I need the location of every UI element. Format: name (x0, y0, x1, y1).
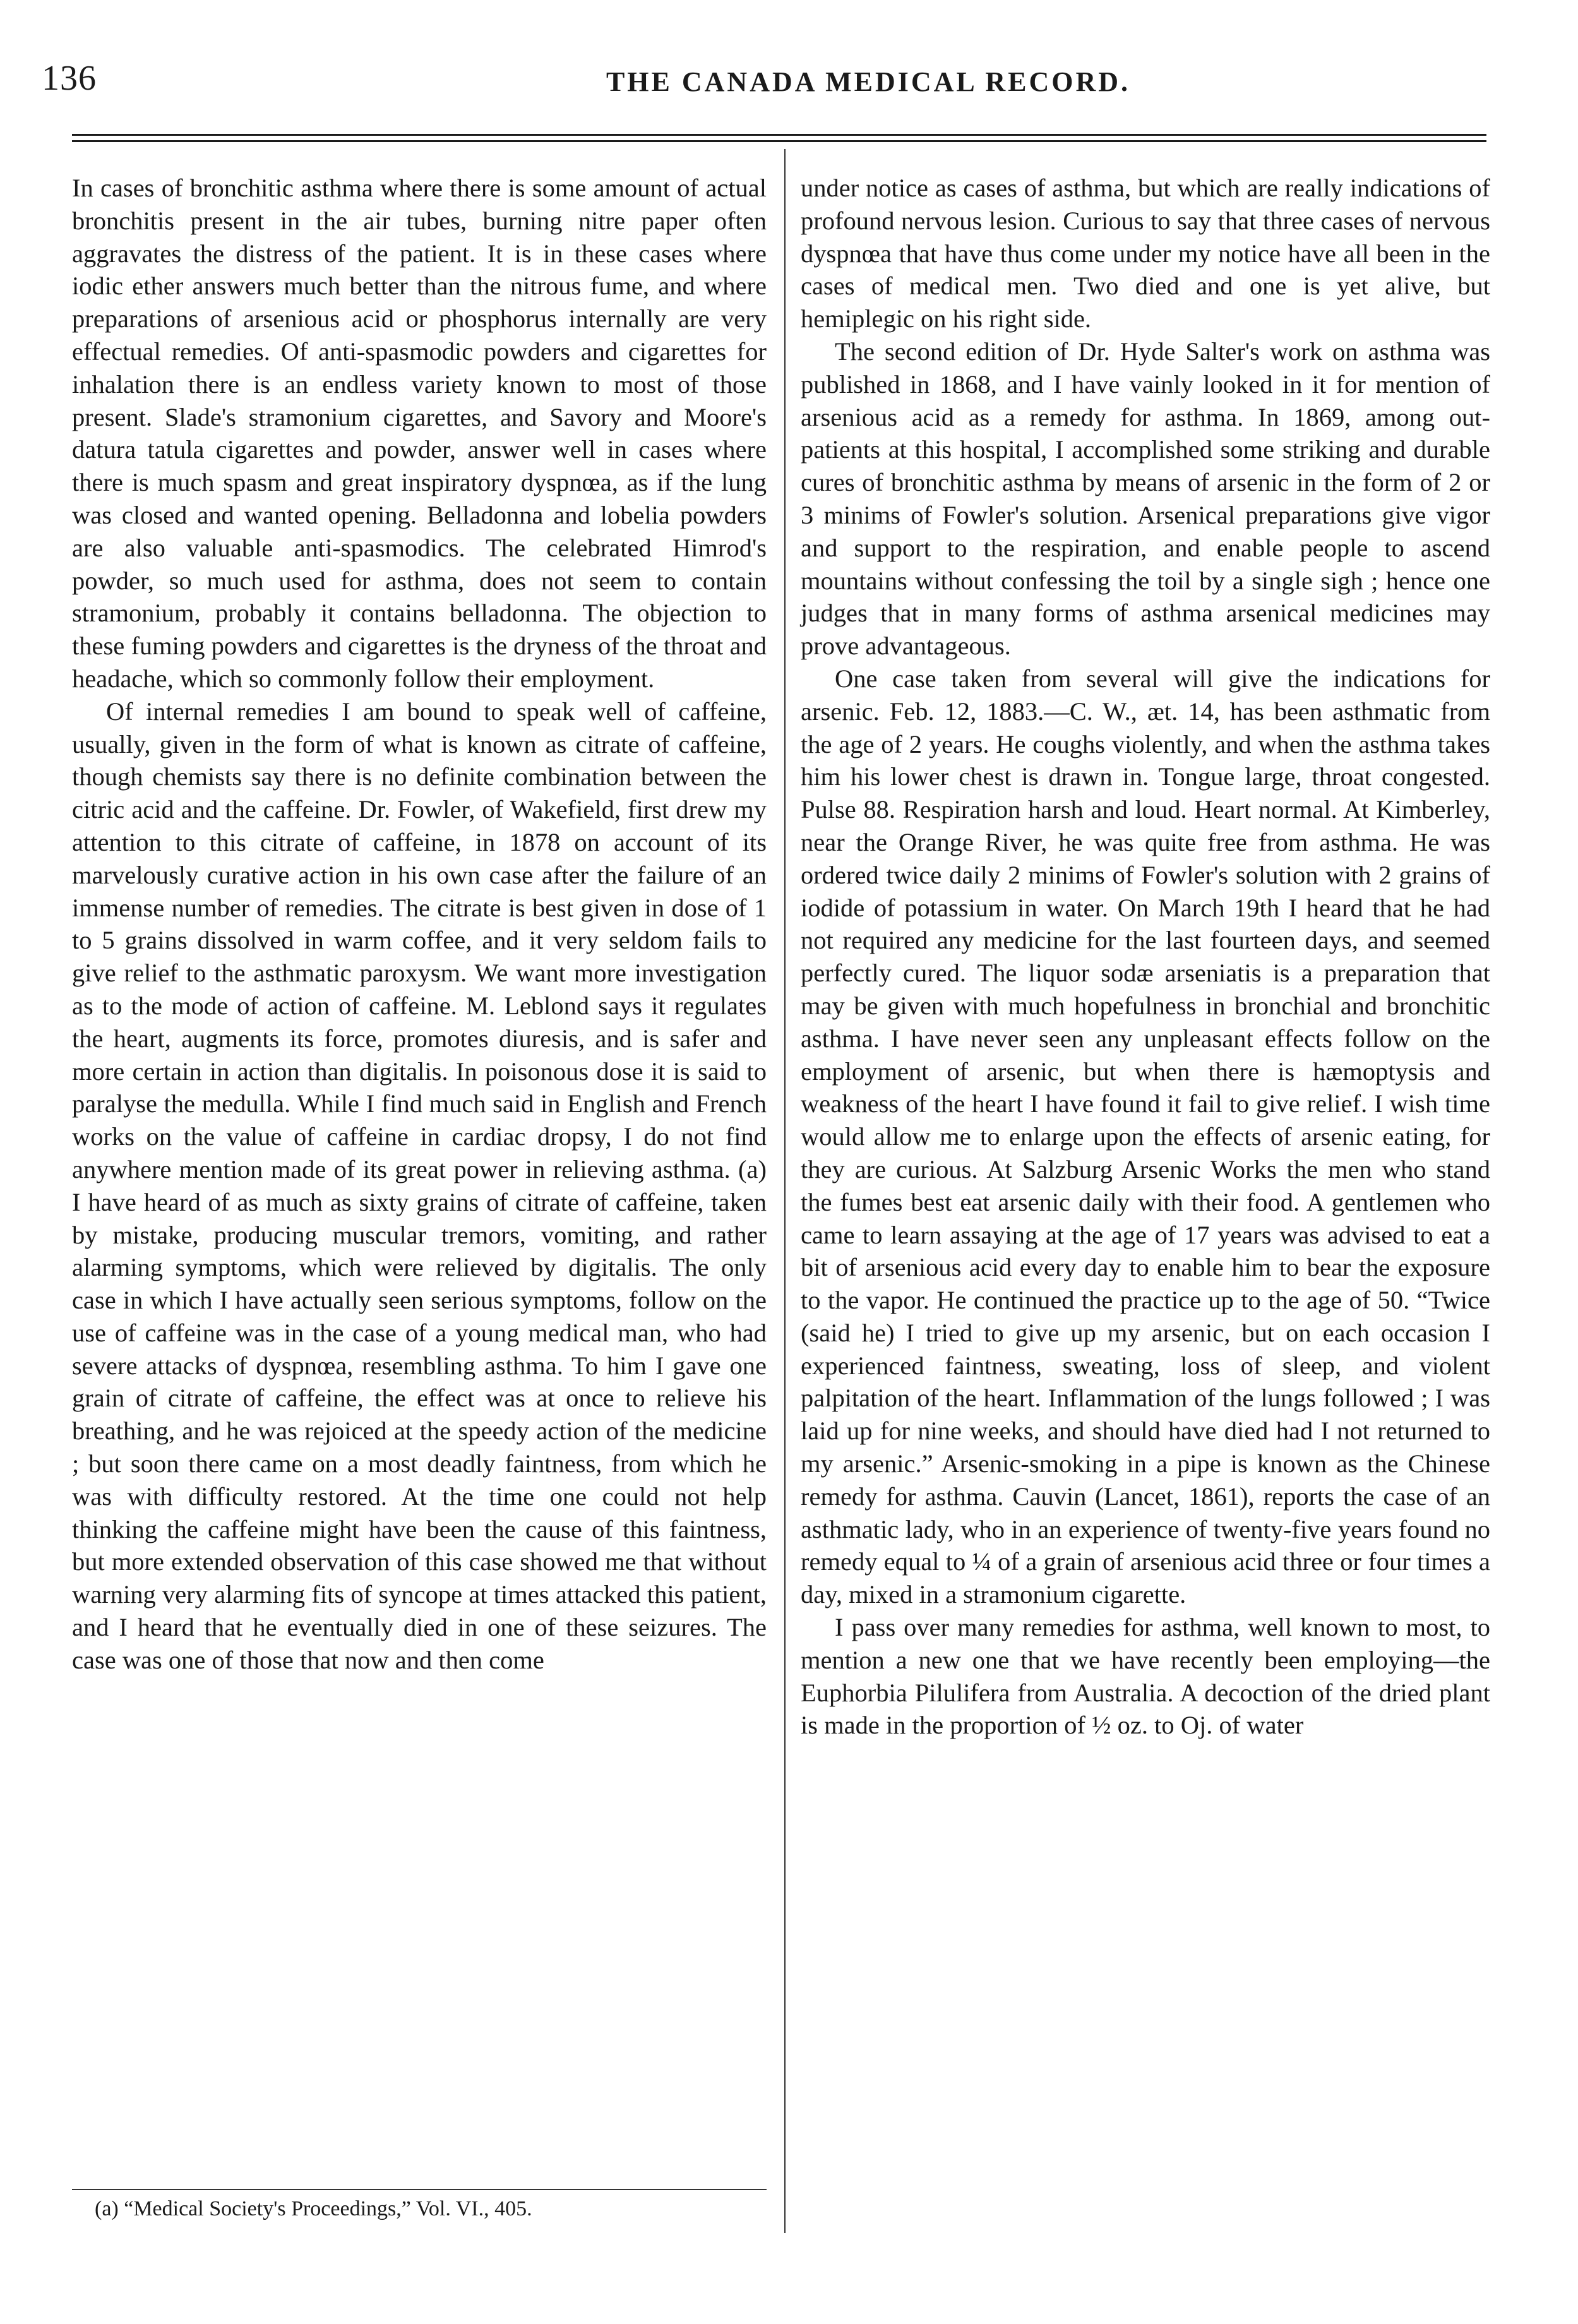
footnote-rule (72, 2189, 767, 2190)
page-number: 136 (42, 59, 97, 98)
column-divider (784, 149, 786, 2233)
left-paragraph-2: Of internal remedies I am bound to speak well of caffeine, usually, given in the form of what is known as citrate of caffeine, though chemists say there is no definite combination between the citric acid and the caffeine. Dr. Fowler, of Wakefield, first drew my attention to this citrate of caffeine, in 1878 on account of its marvelously curative action in his own case after the failure of an immense number of remedies. The citrate is best given in dose of 1 to 5 grains dissolved in warm coffee, and it very seldom fails to give relief to the asthmatic paroxysm. We want more investigation as to the mode of action of caffeine. M. Leblond says it regulates the heart, augments its force, promotes diuresis, and is safer and more certain in action than digitalis. In poisonous dose it is said to paralyse the medulla. While I find much said in English and French works on the value of caffeine in cardiac dropsy, I do not find anywhere mention made of its great power in relieving asthma. (a) I have heard of as much as sixty grains of citrate of caffeine, taken by mistake, producing muscular tremors, vomiting, and rather alarming symptoms, which were relieved by digitalis. The only case in which I have actually seen serious symptoms, follow on the use of caffeine was in the case of a young medical man, who had severe attacks of dyspnœa, resembling asthma. To him I gave one grain of citrate of caffeine, the effect was at once to relieve his breathing, and he was rejoiced at the speedy action of the medicine ; but soon there came on a most deadly faintness, from which he was with difficulty restored. At the time one could not help thinking the caffeine might have been the cause of this faintness, but more extended observation of this case showed me that without warning very alarming fits of syncope at times attacked this patient, and I heard that he eventually died in one of these seizures. The case was one of those that now and then come (72, 697, 767, 1674)
right-paragraph-1: under notice as cases of asthma, but which are really indications of profound nervous lesion. Curious to say that three cases of nervous dyspnœa that have thus come under my notice have all been in the cases of medical men. Two died and one is yet alive, but hemiplegic on his right side. (801, 174, 1490, 333)
footnote: (a) “Medical Society's Proceedings,” Vol. VI., 405. (95, 2197, 532, 2220)
header-rule-top (72, 134, 1486, 136)
right-column (801, 172, 1490, 1742)
right-paragraph-4: I pass over many remedies for asthma, well known to most, to mention a new one that we have recently been employing—the Euphorbia Pilulifera from Australia. A decoction of the dried plant is made in the proportion of ½ oz. to Oj. of water (801, 1613, 1490, 1740)
header-rule-bottom (72, 140, 1486, 142)
left-column (72, 172, 767, 1677)
right-paragraph-2: The second edition of Dr. Hyde Salter's work on asthma was published in 1868, and I have vainly looked in it for mention of arsenious acid as a remedy for asthma. In 1869, among out-patients at this hospital, I accomplished some striking and durable cures of bronchitic asthma by means of arsenic in the form of 2 or 3 minims of Fowler's solution. Arsenical preparations give vigor and support to the respiration, and enable people to ascend mountains without confessing the toil by a single sigh ; hence one judges that in many forms of asthma arsenical medicines may prove advantageous. (801, 337, 1490, 661)
left-paragraph-1: In cases of bronchitic asthma where there is some amount of actual bronchitis present in the air tubes, burning nitre paper often aggravates the distress of the patient. It is in these cases where iodic ether answers much better than the nitrous fume, and where preparations of arsenious acid or phosphorus internally are very effectual remedies. Of anti-spasmodic powders and cigarettes for inhalation there is an endless variety known to most of those present. Slade's stramonium cigarettes, and Savory and Moore's datura tatula cigarettes and powder, answer well in cases where there is much spasm and great inspiratory dyspnœa, as if the lung was closed and wanted opening. Belladonna and lobelia powders are also valuable anti-spasmodics. The celebrated Himrod's powder, so much used for asthma, does not seem to contain stramonium, probably it contains belladonna. The objection to these fuming powders and cigarettes is the dryness of the throat and headache, which so commonly follow their employment. (72, 174, 767, 693)
right-paragraph-3: One case taken from several will give the indications for arsenic. Feb. 12, 1883.—C. W., æt. 14, has been asthmatic from the age of 2 years. He coughs violently, and when the asthma takes him his lower chest is drawn in. Tongue large, throat congested. Pulse 88. Respiration harsh and loud. Heart normal. At Kimberley, near the Orange River, he was quite free from asthma. He was ordered twice daily 2 minims of Fowler's solution with 2 grains of iodide of potassium in water. On March 19th I heard that he had not required any medicine for the last fourteen days, and seemed perfectly cured. The liquor sodæ arseniatis is a preparation that may be given with much hopefulness in bronchial and bronchitic asthma. I have never seen any unpleasant effects follow on the employment of arsenic, but when there is hæmoptysis and weakness of the heart I have found it fail to give relief. I wish time would allow me to enlarge upon the effects of arsenic eating, for they are curious. At Salzburg Arsenic Works the men who stand the fumes best eat arsenic daily with their food. A gentlemen who came to learn assaying at the age of 17 years was advised to eat a bit of arsenious acid every day to enable him to bear the exposure to the vapor. He continued the practice up to the age of 50. “Twice (said he) I tried to give up my arsenic, but on each occasion I experienced faintness, sweating, loss of sleep, and violent palpitation of the heart. Inflammation of the lungs followed ; I was laid up for nine weeks, and should have died had I not returned to my arsenic.” Arsenic-smoking in a pipe is known as the Chinese remedy for asthma. Cauvin (Lancet, 1861), reports the case of an asthmatic lady, who in an experience of twenty-five years found no remedy equal to ¼ of a grain of arsenious acid three or four times a day, mixed in a stramonium cigarette. (801, 664, 1490, 1609)
running-title: THE CANADA MEDICAL RECORD. (606, 66, 1131, 97)
